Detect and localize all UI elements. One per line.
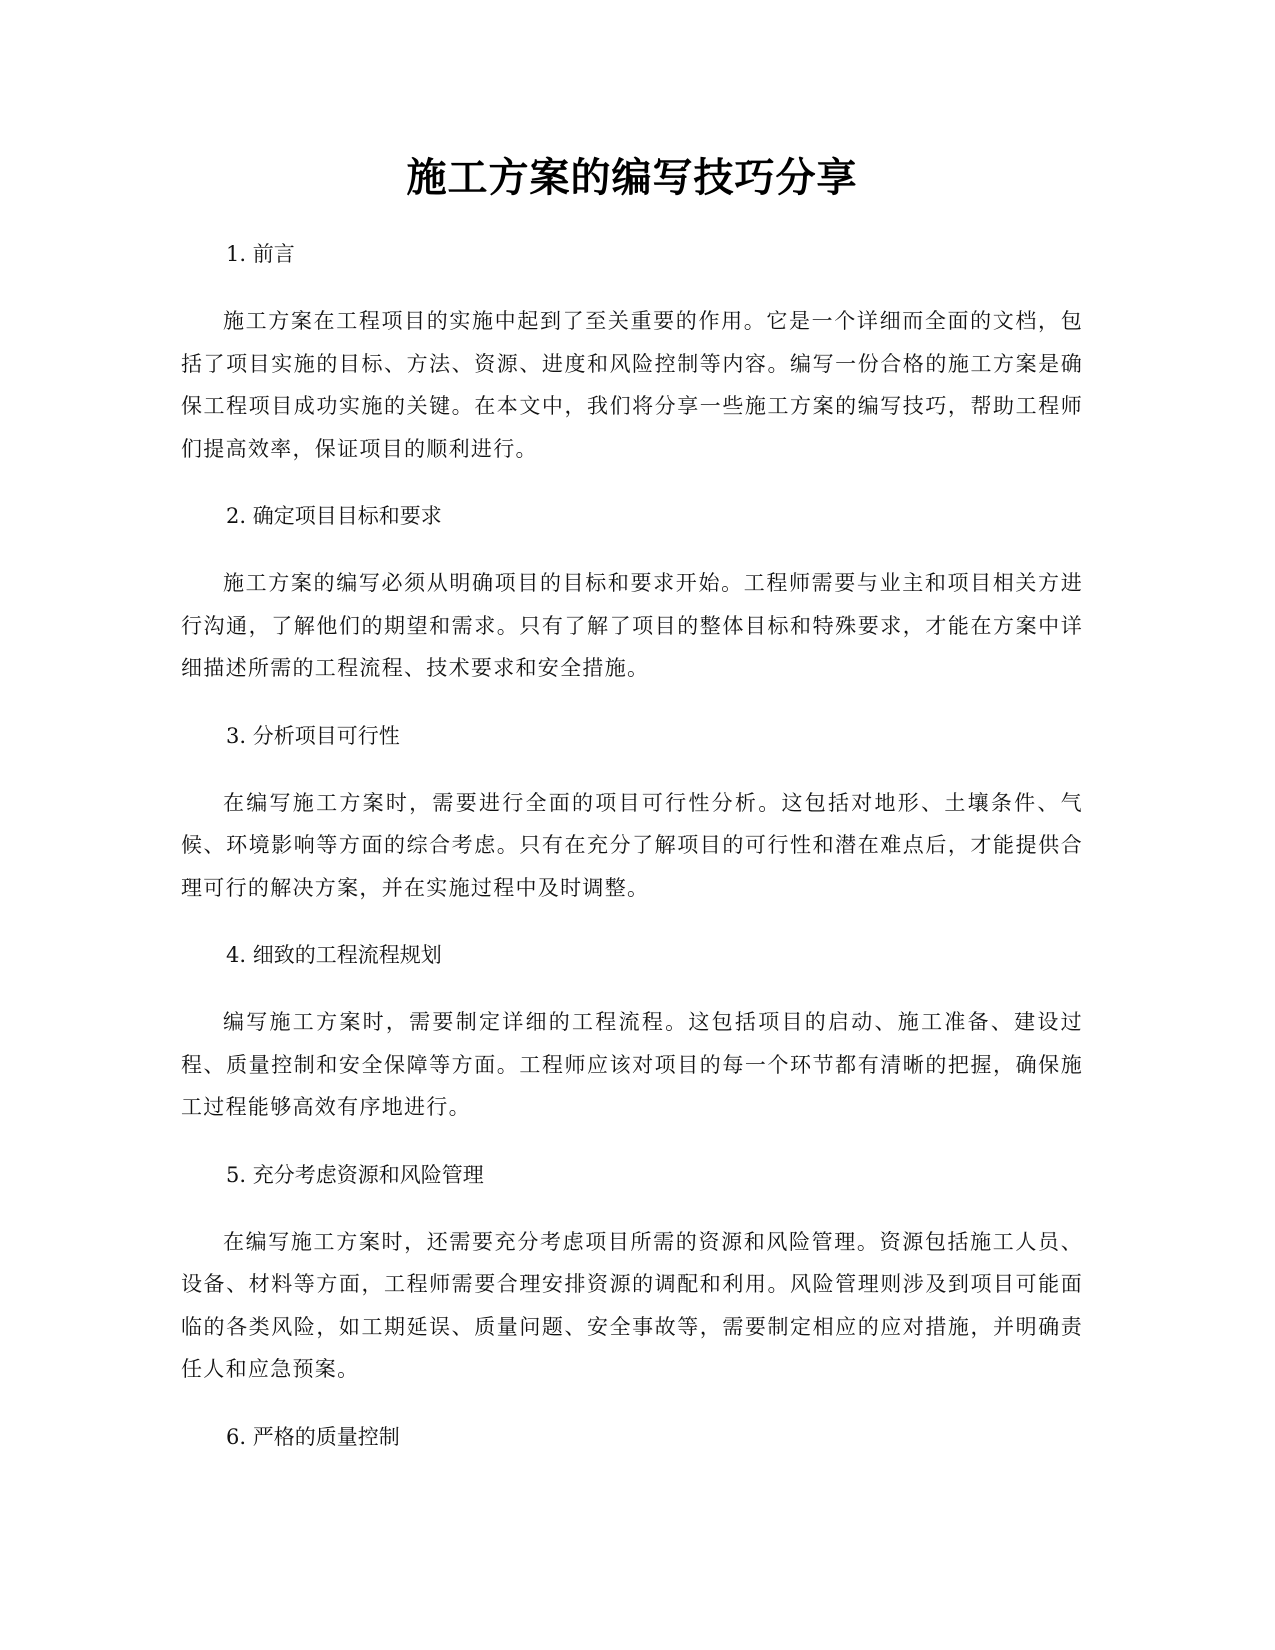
section-paragraph: 在编写施工方案时，还需要充分考虑项目所需的资源和风险管理。资源包括施工人员、设备、材料等方面，工程师需要合理安排资源的调配和利用。风险管理则涉及到项目可能面临的各类风险，如工期延误、质量问题、安全事故等，需要制定相应的应对措施，并明确责任人和应急预案。 bbox=[181, 1229, 1083, 1381]
section-paragraph: 施工方案在工程项目的实施中起到了至关重要的作用。它是一个详细而全面的文档，包括了项目实施的目标、方法、资源、进度和风险控制等内容。编写一份合格的施工方案是确保工程项目成功实施的关键。在本文中，我们将分享一些施工方案的编写技巧，帮助工程师们提高效率，保证项目的顺利进行。 bbox=[181, 309, 1083, 461]
section-preface bbox=[181, 234, 1083, 470]
section-paragraph: 施工方案的编写必须从明确项目的目标和要求开始。工程师需要与业主和项目相关方进行沟通，了解他们的期望和需求。只有了解了项目的整体目标和特殊要求，才能在方案中详细描述所需的工程流程、技术要求和安全措施。 bbox=[181, 571, 1083, 680]
section-heading: 4. 细致的工程流程规划 bbox=[226, 943, 442, 967]
section-goals bbox=[181, 496, 1083, 690]
section-heading: 5. 充分考虑资源和风险管理 bbox=[226, 1162, 484, 1187]
section-heading: 3. 分析项目可行性 bbox=[226, 723, 400, 748]
section-heading: 2. 确定项目目标和要求 bbox=[226, 504, 442, 528]
section-resources-risk bbox=[181, 1155, 1083, 1391]
section-feasibility bbox=[181, 716, 1083, 910]
section-heading: 6. 严格的质量控制 bbox=[226, 1424, 400, 1449]
document-title: 施工方案的编写技巧分享 bbox=[406, 155, 858, 201]
section-paragraph: 在编写施工方案时，需要进行全面的项目可行性分析。这包括对地形、土壤条件、气候、环境影响等方面的综合考虑。只有在充分了解项目的可行性和潜在难点后，才能提供合理可行的解决方案，并在实施过程中及时调整。 bbox=[181, 790, 1083, 900]
section-quality-control bbox=[181, 1417, 1083, 1457]
section-paragraph: 编写施工方案时，需要制定详细的工程流程。这包括项目的启动、施工准备、建设过程、质量控制和安全保障等方面。工程师应该对项目的每一个环节都有清晰的把握，确保施工过程能够高效有序地进行。 bbox=[181, 1010, 1083, 1119]
document-page bbox=[181, 0, 1083, 1457]
section-heading: 1. 前言 bbox=[226, 242, 295, 266]
section-process-planning bbox=[181, 935, 1083, 1129]
